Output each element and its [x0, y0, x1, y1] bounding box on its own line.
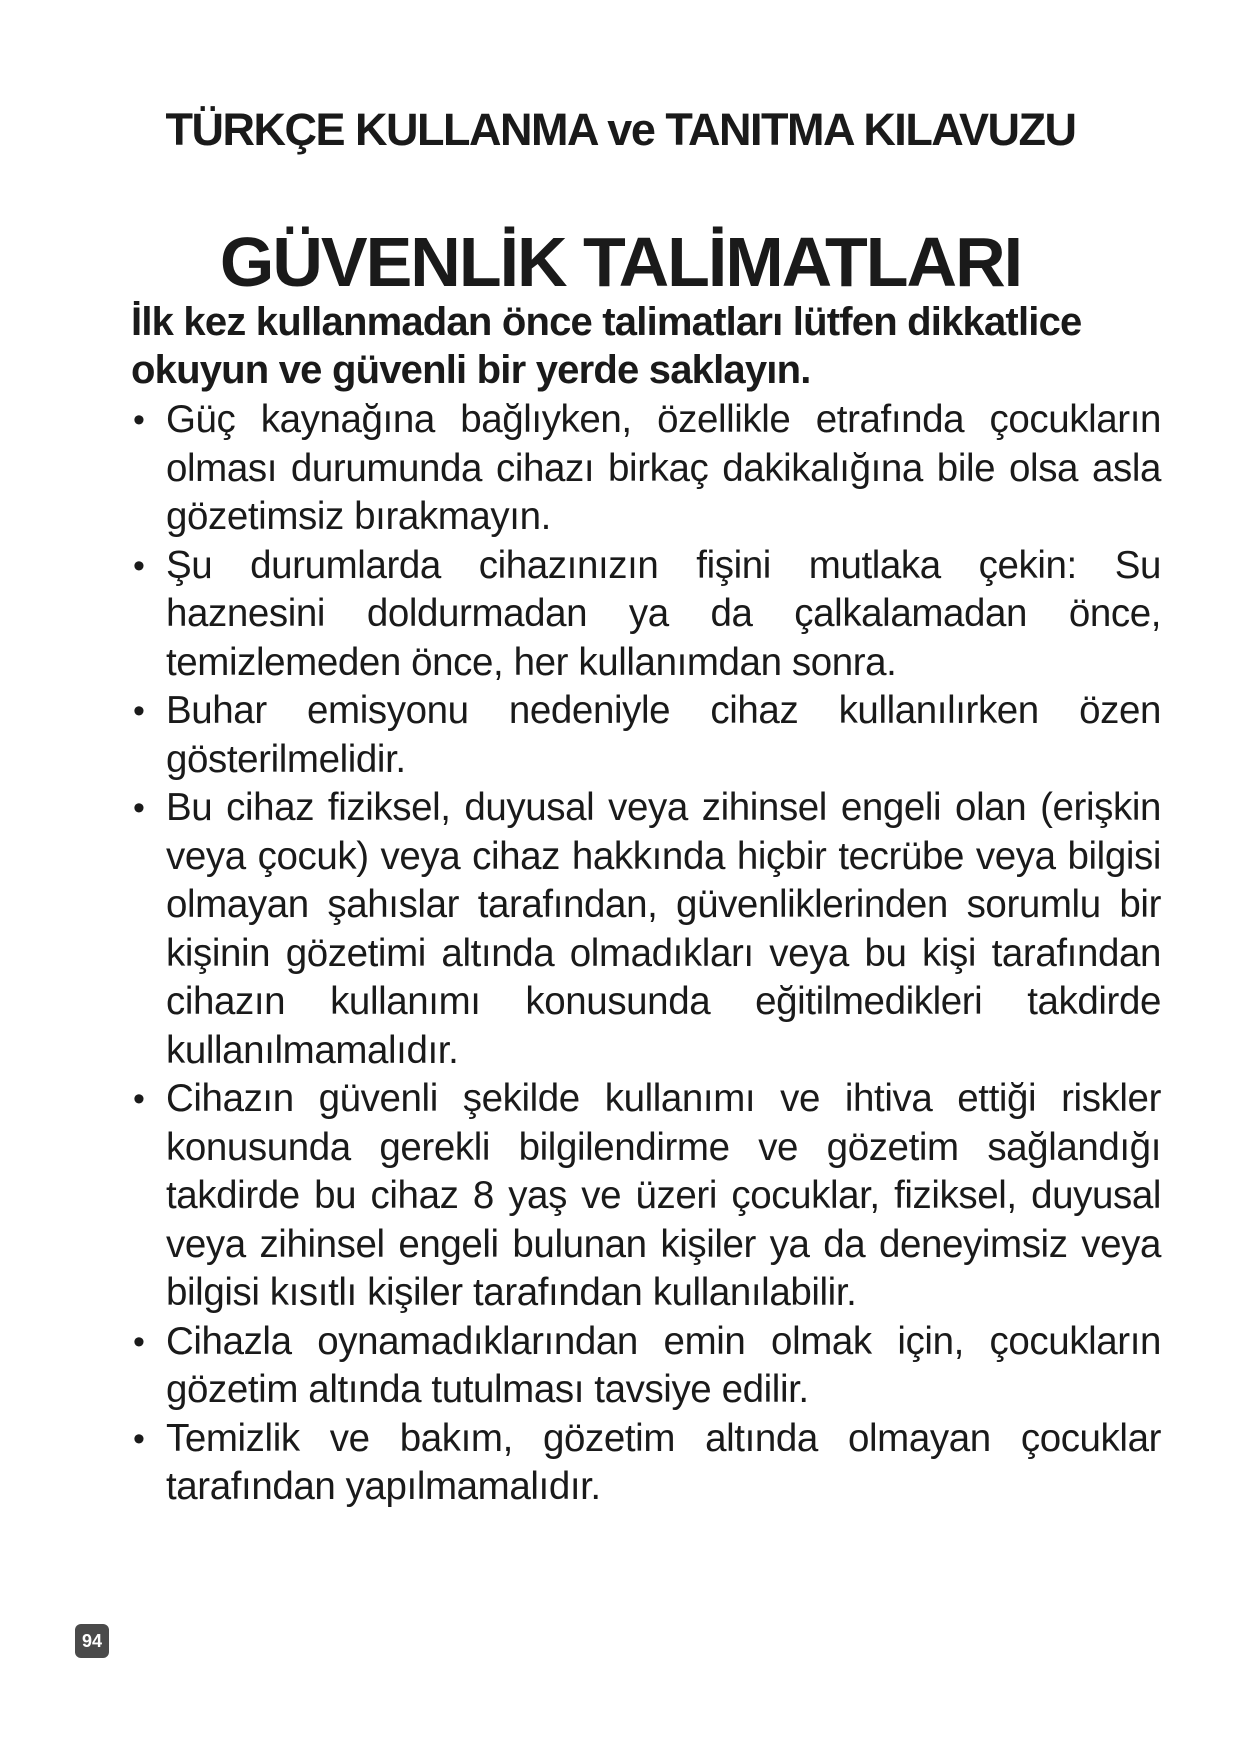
bullet-icon: •: [133, 546, 145, 585]
bullet-icon: •: [133, 1322, 145, 1361]
intro-paragraph: İlk kez kullanmadan önce talimatları lütfen dikkatlice okuyun ve güvenli bir yerde saklayın.: [131, 300, 1082, 392]
list-item-text: Cihazın güvenli şekilde kullanımı ve ihtiva ettiği riskler konusunda gerekli bilgilendirme ve gözetim sağlandığı takdirde bu cihaz 8 yaş ve üzeri çocuklar, fiziksel, duyusal veya zihinsel engeli bulunan kişiler ya da deneyimsiz veya bilgisi kısıtlı kişiler tarafından kullanılabilir.: [166, 1077, 1161, 1314]
list-item-text: Şu durumlarda cihazınızın fişini mutlaka çekin: Su haznesini doldurmadan ya da çalkalamadan önce, temizlemeden önce, her kullanımdan sonra.: [166, 543, 1161, 684]
content-body: [131, 298, 1161, 1512]
list-item: [131, 687, 1161, 784]
page-number-badge: 94: [75, 1624, 109, 1658]
list-item-text: Cihazla oynamadıklarından emin olmak için, çocukların gözetim altında tutulması tavsiye edilir.: [166, 1319, 1161, 1411]
manual-header-title: TÜRKÇE KULLANMA ve TANITMA KILAVUZU: [165, 104, 1076, 155]
list-item-text: Bu cihaz fiziksel, duyusal veya zihinsel engeli olan (erişkin veya çocuk) veya cihaz hakkında hiçbir tecrübe veya bilgisi olmayan şahıslar tarafından, güvenliklerinden sorumlu bir kişinin gözetimi altında olmadıkları veya bu kişi tarafından cihazın kullanımı konusunda eğitilmedikleri takdirde kullanılmamalıdır.: [166, 786, 1161, 1072]
safety-instructions-list: [131, 396, 1161, 1512]
list-item: [131, 1318, 1161, 1415]
list-item: [131, 542, 1161, 688]
bullet-icon: •: [133, 1419, 145, 1458]
bullet-icon: •: [133, 401, 145, 439]
list-item-text: Buhar emisyonu nedeniyle cihaz kullanılırken özen gösterilmelidir.: [166, 689, 1161, 781]
list-item: [131, 1415, 1161, 1512]
list-item: [131, 1075, 1161, 1318]
section-title: GÜVENLİK TALİMATLARI: [219, 223, 1022, 301]
list-item-text: Temizlik ve bakım, gözetim altında olmayan çocuklar tarafından yapılmamalıdır.: [166, 1416, 1161, 1508]
bullet-icon: •: [133, 789, 145, 827]
list-item-text: Güç kaynağına bağlıyken, özellikle etrafında çocukların olması durumunda cihazı birkaç dakikalığına bile olsa asla gözetimsiz bırakmayın.: [166, 398, 1161, 538]
list-item: [131, 784, 1161, 1075]
list-item: [131, 396, 1161, 542]
bullet-icon: •: [133, 692, 145, 730]
bullet-icon: •: [133, 1080, 145, 1118]
